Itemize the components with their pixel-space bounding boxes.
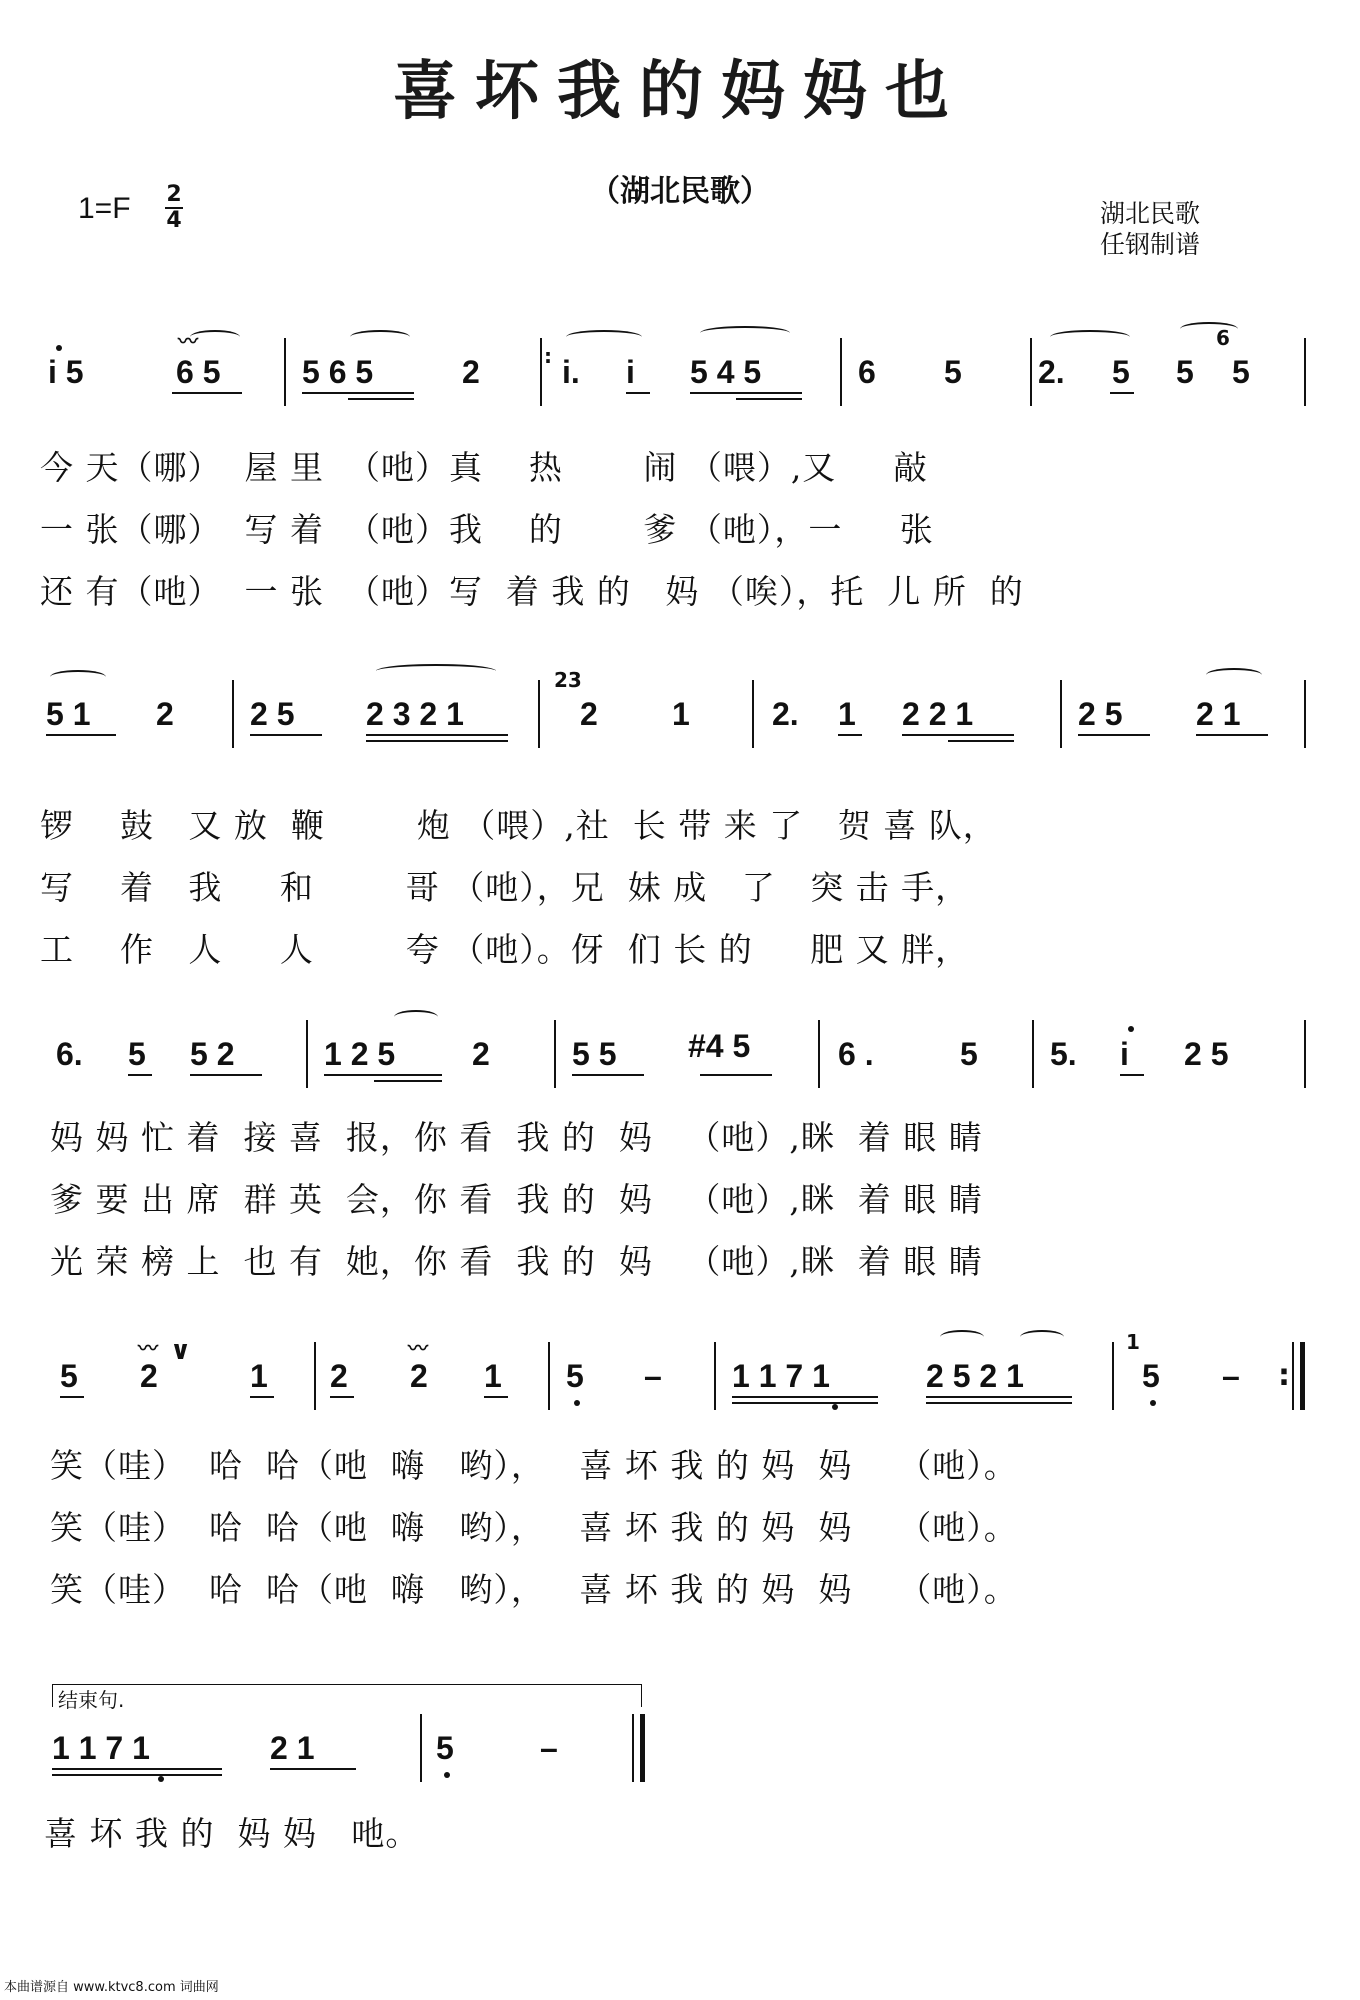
- octave-dot-above: [1128, 1026, 1134, 1032]
- final-barline: [1300, 1342, 1305, 1410]
- note-group: 5 2: [190, 1036, 235, 1072]
- note-group: 5: [128, 1036, 146, 1072]
- underline-eighth: [324, 1074, 442, 1076]
- underline-eighth: [1078, 734, 1150, 736]
- barline: [714, 1342, 716, 1410]
- barline: [818, 1020, 820, 1088]
- underline-eighth: [172, 392, 242, 394]
- time-signature: [164, 184, 184, 232]
- note-group: 2: [330, 1358, 348, 1394]
- time-signature-top: 2: [166, 182, 182, 207]
- slur: [566, 330, 642, 344]
- barline: [1030, 338, 1032, 406]
- note-group: 2: [462, 354, 480, 390]
- lyric-line: 写 着 我 和 哥 （吔），兄 妹 成 了 突 击 手，: [40, 868, 970, 907]
- grace-note: 1: [1126, 1330, 1140, 1354]
- underline-eighth: [1110, 392, 1134, 394]
- note-group: 2: [410, 1358, 428, 1394]
- slur: [940, 1330, 984, 1344]
- lyric-line: 锣 鼓 又 放 鞭 炮 （喂）,社 长 带 来 了 贺 喜 队，: [40, 806, 997, 845]
- underline-sixteenth: [732, 1402, 878, 1404]
- slur: [190, 330, 240, 344]
- lyric-line: 还 有（吔） 一 张 （吔）写 着 我 的 妈 （唉），托 儿 所 的: [40, 572, 1024, 611]
- lyric-line: 爹 要 出 席 群 英 会，你 看 我 的 妈 （吔）,眯 着 眼 睛: [50, 1180, 983, 1219]
- song-subtitle: （湖北民歌）: [590, 174, 770, 209]
- underline-sixteenth: [348, 398, 414, 400]
- underline-eighth: [270, 1768, 356, 1770]
- underline-eighth: [838, 734, 862, 736]
- time-signature-bottom: 4: [166, 208, 182, 233]
- octave-dot-below: [158, 1776, 164, 1782]
- lyric-line: 工 作 人 人 夸 （吔）。伢 们 长 的 肥 又 胖，: [40, 930, 970, 969]
- slur: [1180, 322, 1238, 336]
- octave-dot-below: [574, 1400, 580, 1406]
- note-group: –: [644, 1358, 662, 1394]
- note-group: 2 5: [1184, 1036, 1229, 1072]
- slur: [350, 330, 410, 344]
- underline-eighth: [1120, 1074, 1144, 1076]
- note-group: 5: [1142, 1358, 1160, 1394]
- note-group: i: [626, 354, 635, 390]
- song-title: 喜坏我的妈妈也: [393, 54, 967, 129]
- note-group: 2 1: [1196, 696, 1241, 732]
- underline-eighth: [52, 1768, 222, 1770]
- barline: [548, 1342, 550, 1410]
- note-group: 5: [1176, 354, 1194, 390]
- underline-sixteenth: [736, 398, 802, 400]
- underline-eighth: [330, 1396, 354, 1398]
- octave-dot-below: [832, 1404, 838, 1410]
- lyric-line: 喜 坏 我 的 妈 妈 吔。: [44, 1814, 420, 1853]
- note-group: 6 5: [176, 354, 221, 390]
- underline-eighth: [250, 1396, 274, 1398]
- underline-eighth: [1196, 734, 1268, 736]
- repeat-dots: :: [1278, 1358, 1290, 1393]
- barline: [840, 338, 842, 406]
- barline: [1292, 1342, 1294, 1410]
- note-group: 2 5: [1078, 696, 1123, 732]
- lyric-line: 笑（哇） 哈 哈（吔 嗨 哟）， 喜 坏 我 的 妈 妈 （吔）。: [50, 1508, 1018, 1547]
- underline-eighth: [302, 392, 414, 394]
- slur: [1050, 330, 1130, 344]
- underline-eighth: [484, 1396, 508, 1398]
- note-group: 5: [960, 1036, 978, 1072]
- note-group: 5: [944, 354, 962, 390]
- barline: [1304, 1020, 1306, 1088]
- underline-eighth: [700, 1074, 772, 1076]
- ending-label: 结束句.: [58, 1688, 125, 1712]
- lyric-line: 光 荣 榜 上 也 有 她，你 看 我 的 妈 （吔）,眯 着 眼 睛: [50, 1242, 983, 1281]
- octave-dot-below: [444, 1772, 450, 1778]
- underline-eighth: [250, 734, 322, 736]
- underline-sixteenth: [926, 1402, 1072, 1404]
- note-group: 5: [436, 1730, 454, 1766]
- note-group: i.: [562, 354, 580, 390]
- note-group: 5: [60, 1358, 78, 1394]
- note-group: 2: [140, 1358, 158, 1394]
- lyric-line: 笑（哇） 哈 哈（吔 嗨 哟）， 喜 坏 我 的 妈 妈 （吔）。: [50, 1570, 1018, 1609]
- note-group: 2: [156, 696, 174, 732]
- note-group: 5 5: [572, 1036, 617, 1072]
- grace-note: 6: [1216, 326, 1230, 350]
- ending-bracket: [52, 1684, 642, 1707]
- underline-eighth: [926, 1396, 1072, 1398]
- note-group: 2 3 2 1: [366, 696, 464, 732]
- credit-arranger: 任钢制谱: [1100, 230, 1201, 259]
- barline: [314, 1342, 316, 1410]
- note-group: 1 1 7 1: [52, 1730, 150, 1766]
- ornament-mordent: 〰: [408, 1336, 428, 1360]
- note-group: 6 .: [838, 1036, 874, 1072]
- ornament-mordent: 〰: [138, 1336, 158, 1360]
- note-group: 5.: [1050, 1036, 1077, 1072]
- underline-eighth: [732, 1396, 878, 1398]
- barline: [752, 680, 754, 748]
- note-group: –: [1222, 1358, 1240, 1394]
- note-group: 5 6 5: [302, 354, 374, 390]
- note-group: 1: [250, 1358, 268, 1394]
- note-group: 1 2 5: [324, 1036, 396, 1072]
- underline-sixteenth: [948, 740, 1014, 742]
- barline: [1112, 1342, 1114, 1410]
- barline: [1060, 680, 1062, 748]
- underline-sixteenth: [374, 1080, 442, 1082]
- final-barline: [640, 1714, 645, 1782]
- note-group: 2 5 2 1: [926, 1358, 1024, 1394]
- barline: [1304, 680, 1306, 748]
- note-group: 2.: [1038, 354, 1065, 390]
- underline-eighth: [572, 1074, 644, 1076]
- underline-eighth: [366, 734, 508, 736]
- note-group: 2.: [772, 696, 799, 732]
- note-group: i: [1120, 1036, 1129, 1072]
- underline-eighth: [902, 734, 1014, 736]
- barline: [540, 338, 542, 406]
- note-group: 2: [580, 696, 598, 732]
- slur: [394, 1010, 438, 1024]
- ornament-mordent: 〰: [178, 329, 198, 353]
- note-group: 1: [838, 696, 856, 732]
- lyric-line: 今 天（哪） 屋 里 （吔）真 热 闹 （喂）,又 敲: [40, 448, 928, 487]
- credits: [1100, 198, 1250, 260]
- underline-eighth: [626, 392, 650, 394]
- note-group: 6.: [56, 1036, 83, 1072]
- octave-dot-below: [1150, 1400, 1156, 1406]
- repeat-dots: :: [544, 344, 552, 368]
- note-group: 2 5: [250, 696, 295, 732]
- note-group: 1: [484, 1358, 502, 1394]
- note-group: 5: [1232, 354, 1250, 390]
- credit-origin: 湖北民歌: [1100, 199, 1201, 228]
- note-group: 2: [472, 1036, 490, 1072]
- underline-eighth: [690, 392, 802, 394]
- underline-sixteenth: [366, 740, 508, 742]
- note-group: #4 5: [688, 1028, 751, 1064]
- note-group: 2 2 1: [902, 696, 974, 732]
- barline: [306, 1020, 308, 1088]
- slur: [1020, 1330, 1064, 1344]
- underline-eighth: [128, 1074, 152, 1076]
- barline: [284, 338, 286, 406]
- underline-sixteenth: [52, 1774, 222, 1776]
- note-group: i 5: [48, 354, 84, 390]
- underline-eighth: [190, 1074, 262, 1076]
- note-group: 5: [1112, 354, 1130, 390]
- barline: [538, 680, 540, 748]
- underline-eighth: [46, 734, 116, 736]
- note-group: 5: [566, 1358, 584, 1394]
- note-group: 6: [858, 354, 876, 390]
- barline: [632, 1714, 634, 1782]
- note-group: 1 1 7 1: [732, 1358, 830, 1394]
- lyric-line: 一 张（哪） 写 着 （吔）我 的 爹 （吔），一 张: [40, 510, 934, 549]
- key-signature: 1=F: [78, 192, 131, 225]
- slur: [376, 664, 496, 678]
- slur: [50, 670, 106, 684]
- note-group: –: [540, 1730, 558, 1766]
- grace-note: 23: [554, 668, 582, 692]
- note-group: 5 1: [46, 696, 91, 732]
- barline: [420, 1714, 422, 1782]
- barline: [554, 1020, 556, 1088]
- note-group: 5 4 5: [690, 354, 762, 390]
- barline: [232, 680, 234, 748]
- note-group: 2 1: [270, 1730, 315, 1766]
- source-footer: 本曲谱源自 www.ktvc8.com 词曲网: [4, 1980, 219, 1995]
- octave-dot-above: [56, 345, 62, 351]
- lyric-line: 妈 妈 忙 着 接 喜 报，你 看 我 的 妈 （吔）,眯 着 眼 睛: [50, 1118, 983, 1157]
- breath-mark: ∨: [170, 1336, 192, 1366]
- slur: [700, 326, 790, 340]
- underline-eighth: [60, 1396, 84, 1398]
- barline: [1304, 338, 1306, 406]
- barline: [1032, 1020, 1034, 1088]
- note-group: 1: [672, 696, 690, 732]
- slur: [1206, 668, 1262, 682]
- lyric-line: 笑（哇） 哈 哈（吔 嗨 哟）， 喜 坏 我 的 妈 妈 （吔）。: [50, 1446, 1018, 1485]
